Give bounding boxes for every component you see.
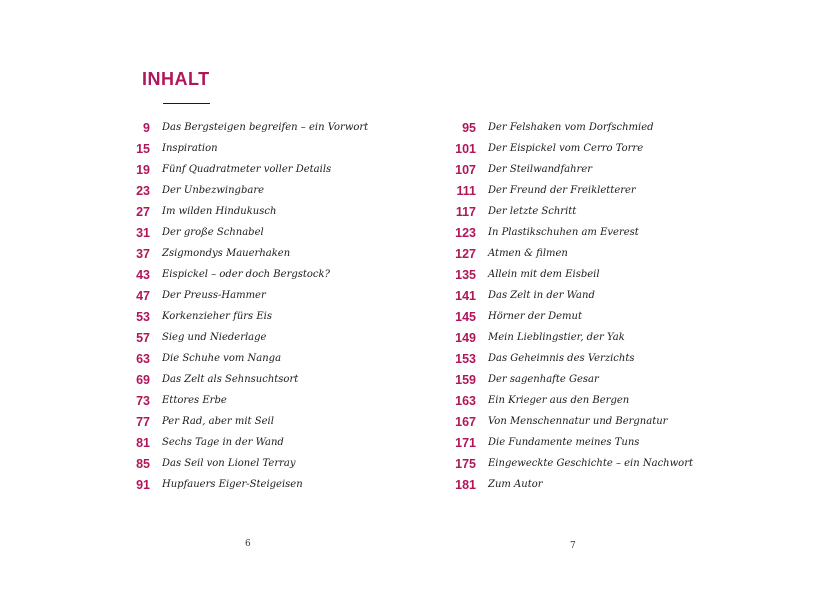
toc-entry	[80, 201, 380, 222]
toc-chapter-title: Das Zelt als Sehnsuchtsort	[162, 374, 299, 385]
toc-chapter-title: Sieg und Niederlage	[162, 332, 267, 343]
toc-page-number: 171	[455, 435, 476, 450]
toc-chapter-title: Hörner der Demut	[488, 311, 582, 322]
toc-page-number: 91	[136, 477, 150, 492]
toc-chapter-title: Eispickel – oder doch Bergstock?	[162, 269, 330, 280]
toc-chapter-title: Ein Krieger aus den Bergen	[488, 395, 630, 406]
toc-entry	[420, 159, 740, 180]
toc-entry	[420, 180, 740, 201]
toc-chapter-title: Zum Autor	[488, 479, 543, 490]
toc-entry	[420, 117, 740, 138]
toc-page-number: 175	[455, 456, 476, 471]
toc-chapter-title: Von Menschennatur und Bergnatur	[488, 416, 668, 427]
toc-page-number: 141	[455, 288, 476, 303]
toc-entry	[80, 117, 380, 138]
toc-page-number: 9	[143, 120, 150, 135]
toc-entry	[80, 432, 380, 453]
title-underline	[163, 103, 210, 104]
toc-entry	[80, 159, 380, 180]
toc-chapter-title: Korkenzieher fürs Eis	[162, 311, 272, 322]
toc-chapter-title: In Plastikschuhen am Everest	[488, 227, 639, 238]
toc-chapter-title: Die Schuhe vom Nanga	[162, 353, 282, 364]
toc-page-number: 159	[455, 372, 476, 387]
toc-chapter-title: Per Rad, aber mit Seil	[162, 416, 274, 427]
toc-chapter-title: Der letzte Schritt	[488, 206, 577, 217]
toc-page-number: 95	[462, 120, 476, 135]
toc-page-number: 37	[136, 246, 150, 261]
toc-chapter-title: Eingeweckte Geschichte – ein Nachwort	[488, 458, 693, 469]
toc-chapter-title: Im wilden Hindukusch	[162, 206, 277, 217]
toc-chapter-title: Sechs Tage in der Wand	[162, 437, 284, 448]
toc-chapter-title: Mein Lieblingstier, der Yak	[488, 332, 625, 343]
toc-entry	[420, 243, 740, 264]
toc-page-number: 77	[136, 414, 150, 429]
toc-chapter-title: Fünf Quadratmeter voller Details	[162, 164, 332, 175]
toc-page-number: 23	[136, 183, 150, 198]
page-title: INHALT	[142, 69, 210, 89]
toc-chapter-title: Hupfauers Eiger-Steigeisen	[162, 479, 303, 490]
toc-chapter-title: Der Felshaken vom Dorfschmied	[488, 122, 654, 133]
toc-chapter-title: Der Steilwandfahrer	[488, 164, 593, 175]
toc-chapter-title: Der Freund der Freikletterer	[488, 185, 636, 196]
toc-page-number: 111	[456, 183, 476, 198]
toc-chapter-title: Der Unbezwingbare	[162, 185, 265, 196]
toc-page-number: 117	[455, 204, 476, 219]
toc-chapter-title: Das Zelt in der Wand	[488, 290, 595, 301]
toc-page-number: 123	[455, 225, 476, 240]
toc-page-number: 69	[136, 372, 150, 387]
toc-chapter-title: Der große Schnabel	[162, 227, 264, 238]
toc-page-number: 153	[455, 351, 476, 366]
toc-chapter-title: Das Geheimnis des Verzichts	[488, 353, 635, 364]
page-number-left: 6	[245, 539, 251, 549]
toc-entry	[420, 390, 740, 411]
toc-page-number: 107	[455, 162, 476, 177]
toc-chapter-title: Atmen & filmen	[488, 248, 568, 259]
toc-entry	[80, 285, 380, 306]
toc-right-column	[420, 117, 740, 495]
toc-entry	[80, 369, 380, 390]
toc-page-number: 47	[136, 288, 150, 303]
toc-page-number: 19	[136, 162, 150, 177]
toc-chapter-title: Die Fundamente meines Tuns	[488, 437, 640, 448]
toc-left-column	[80, 117, 380, 495]
toc-entry	[80, 264, 380, 285]
toc-page-number: 73	[136, 393, 150, 408]
toc-page-number: 15	[136, 141, 150, 156]
toc-entry	[80, 390, 380, 411]
toc-page-number: 145	[455, 309, 476, 324]
toc-page-number: 181	[455, 477, 476, 492]
toc-page-number: 63	[136, 351, 150, 366]
toc-entry	[420, 348, 740, 369]
toc-chapter-title: Der Preuss-Hammer	[162, 290, 266, 301]
toc-entry	[420, 264, 740, 285]
toc-page-number: 81	[136, 435, 150, 450]
toc-chapter-title: Allein mit dem Eisbeil	[488, 269, 600, 280]
toc-entry	[80, 411, 380, 432]
toc-entry	[420, 327, 740, 348]
toc-page-number: 31	[136, 225, 150, 240]
toc-entry	[80, 327, 380, 348]
toc-entry	[80, 474, 380, 495]
toc-chapter-title: Das Seil von Lionel Terray	[162, 458, 296, 469]
toc-chapter-title: Der sagenhafte Gesar	[488, 374, 599, 385]
toc-page-number: 57	[136, 330, 150, 345]
toc-entry	[420, 285, 740, 306]
toc-entry	[420, 138, 740, 159]
toc-page-number: 167	[455, 414, 476, 429]
toc-chapter-title: Inspiration	[162, 143, 218, 154]
toc-entry	[80, 180, 380, 201]
toc-page-number: 127	[455, 246, 476, 261]
toc-chapter-title: Zsigmondys Mauerhaken	[162, 248, 291, 259]
toc-entry	[420, 201, 740, 222]
toc-entry	[80, 453, 380, 474]
toc-entry	[80, 306, 380, 327]
toc-entry	[420, 222, 740, 243]
toc-entry	[80, 348, 380, 369]
toc-entry	[420, 432, 740, 453]
toc-entry	[420, 474, 740, 495]
toc-entry	[420, 369, 740, 390]
toc-page-number: 163	[455, 393, 476, 408]
toc-entry	[80, 138, 380, 159]
toc-page-number: 85	[136, 456, 150, 471]
toc-page-number: 101	[455, 141, 476, 156]
toc-chapter-title: Der Eispickel vom Cerro Torre	[488, 143, 644, 154]
toc-page-number: 43	[136, 267, 150, 282]
toc-chapter-title: Ettores Erbe	[162, 395, 227, 406]
page-number-right: 7	[570, 541, 576, 551]
toc-entry	[420, 453, 740, 474]
toc-page-number: 149	[455, 330, 476, 345]
toc-entry	[80, 222, 380, 243]
toc-page-number: 27	[136, 204, 150, 219]
toc-page-number: 135	[455, 267, 476, 282]
toc-chapter-title: Das Bergsteigen begreifen – ein Vorwort	[162, 122, 369, 133]
toc-entry	[420, 306, 740, 327]
toc-entry	[420, 411, 740, 432]
toc-entry	[80, 243, 380, 264]
toc-page-number: 53	[136, 309, 150, 324]
